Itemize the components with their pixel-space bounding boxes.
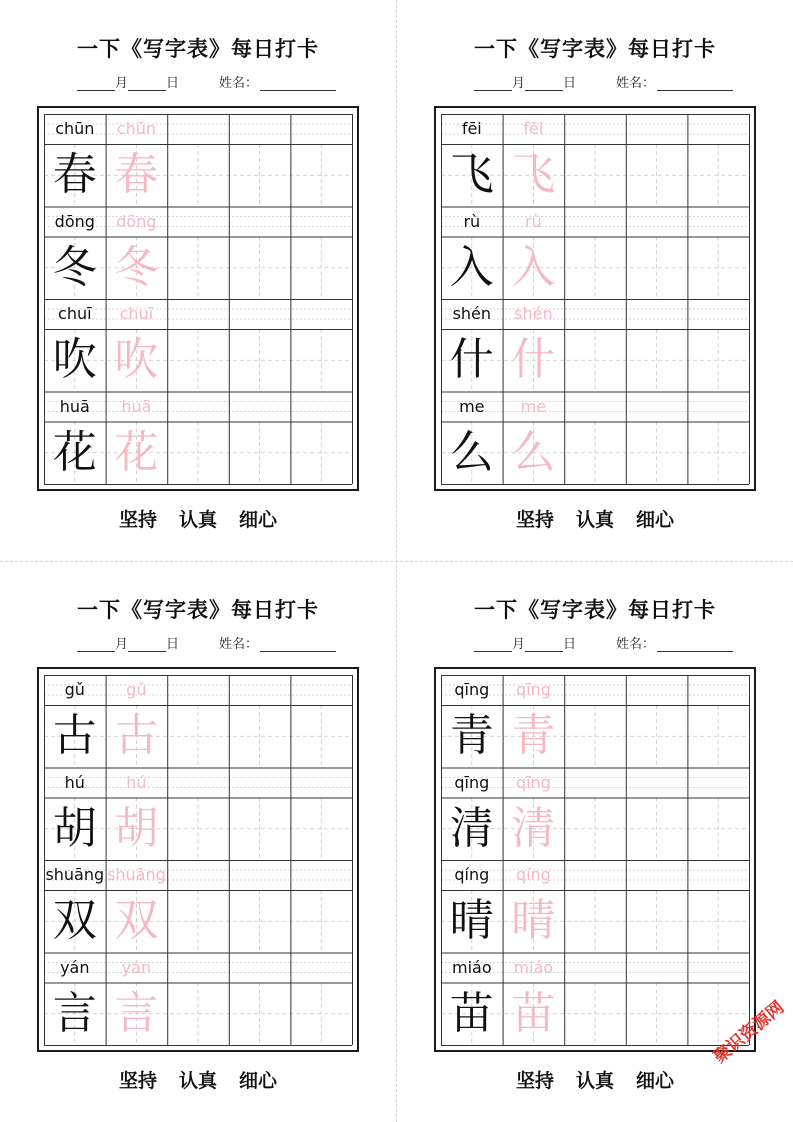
blank-writing-cell[interactable]: [290, 705, 352, 768]
pinyin-model: hú: [64, 772, 85, 792]
slogan-line: [0, 505, 396, 532]
pinyin-trace: me: [520, 396, 547, 416]
hanzi-trace: 晴: [511, 895, 556, 946]
card-title: 一下《写字表》每日打卡: [474, 597, 716, 622]
blank-writing-cell[interactable]: [167, 329, 229, 392]
blank-writing-cell[interactable]: [626, 983, 688, 1046]
pinyin-trace: qīng: [515, 772, 551, 792]
month-blank[interactable]: [474, 637, 512, 652]
hanzi-model: 双: [52, 895, 97, 946]
month-label: 月: [115, 637, 129, 652]
slogan-word: 坚持: [118, 509, 157, 531]
pinyin-trace: gǔ: [126, 680, 147, 699]
name-label: 姓名：: [219, 76, 259, 91]
hanzi-model: 冬: [52, 241, 97, 293]
blank-writing-cell[interactable]: [290, 329, 352, 392]
slogan-line: [397, 505, 793, 532]
hanzi-model: 晴: [449, 895, 494, 946]
pinyin-trace: dōng: [116, 211, 157, 231]
blank-writing-cell[interactable]: [626, 422, 688, 485]
blank-writing-cell[interactable]: [229, 237, 291, 300]
hanzi-trace: 胡: [114, 802, 159, 854]
blank-writing-cell[interactable]: [564, 983, 626, 1046]
blank-writing-cell[interactable]: [626, 798, 688, 861]
hanzi-trace: 冬: [114, 241, 159, 293]
pinyin-model: chūn: [55, 119, 95, 138]
name-label: 姓名：: [219, 637, 259, 652]
date-name-line: [77, 72, 336, 92]
pinyin-model: me: [459, 396, 485, 416]
date-name-line: [474, 633, 733, 653]
blank-writing-cell[interactable]: [167, 144, 229, 207]
blank-writing-cell[interactable]: [167, 890, 229, 953]
blank-writing-cell[interactable]: [564, 144, 626, 207]
hanzi-trace: 古: [114, 710, 159, 761]
hanzi-trace: 么: [511, 426, 556, 478]
slogan-word: 细心: [636, 1070, 675, 1092]
blank-writing-cell[interactable]: [290, 422, 352, 485]
day-blank[interactable]: [525, 76, 563, 91]
hanzi-model: 花: [52, 426, 97, 478]
pinyin-trace: fēi: [523, 119, 544, 138]
pinyin-trace: yán: [121, 957, 152, 977]
pinyin-model: qíng: [454, 865, 490, 884]
hanzi-trace: 苗: [511, 987, 556, 1039]
month-label: 月: [512, 637, 526, 652]
pinyin-model: shuāng: [45, 865, 105, 884]
blank-writing-cell[interactable]: [687, 144, 749, 207]
pinyin-trace: chuī: [119, 304, 154, 323]
pinyin-model: dōng: [54, 211, 95, 231]
month-label: 月: [115, 76, 129, 91]
hanzi-model: 青: [449, 710, 494, 761]
hanzi-trace: 花: [114, 426, 159, 478]
slogan-word: 认真: [178, 1070, 217, 1092]
day-blank[interactable]: [128, 76, 166, 91]
slogan-word: 细心: [636, 509, 675, 531]
day-label: 日: [166, 637, 180, 652]
month-blank[interactable]: [77, 76, 115, 91]
writing-grid: [441, 675, 749, 1045]
blank-writing-cell[interactable]: [564, 798, 626, 861]
blank-writing-cell[interactable]: [290, 890, 352, 953]
practice-card-2: [397, 0, 793, 561]
hanzi-model: 飞: [449, 149, 494, 200]
card-title: 一下《写字表》每日打卡: [77, 597, 319, 622]
hanzi-model: 古: [52, 710, 97, 761]
hanzi-trace: 双: [114, 895, 159, 946]
name-label: 姓名：: [616, 76, 656, 91]
blank-writing-cell[interactable]: [229, 144, 291, 207]
blank-writing-cell[interactable]: [229, 798, 291, 861]
pinyin-trace: shén: [514, 304, 553, 323]
pinyin-trace: hú: [126, 772, 147, 792]
pinyin-model: qīng: [454, 680, 490, 699]
blank-writing-cell[interactable]: [687, 422, 749, 485]
blank-writing-cell[interactable]: [229, 890, 291, 953]
hanzi-model: 吹: [52, 334, 97, 385]
name-blank[interactable]: [260, 76, 336, 91]
blank-writing-cell[interactable]: [229, 422, 291, 485]
pinyin-trace: qīng: [515, 680, 551, 699]
date-name-line: [77, 633, 336, 653]
blank-writing-cell[interactable]: [564, 422, 626, 485]
practice-card-1: [0, 0, 396, 561]
day-blank[interactable]: [128, 637, 166, 652]
slogan-line: [397, 1066, 793, 1093]
hanzi-trace: 入: [511, 241, 556, 293]
pinyin-trace: chūn: [116, 119, 156, 138]
slogan-line: [0, 1066, 396, 1093]
pinyin-model: fēi: [461, 119, 482, 138]
blank-writing-cell[interactable]: [626, 144, 688, 207]
blank-writing-cell[interactable]: [167, 983, 229, 1046]
hanzi-trace: 吹: [114, 334, 159, 385]
card-title: 一下《写字表》每日打卡: [474, 36, 716, 61]
month-label: 月: [512, 76, 526, 91]
pinyin-model: gǔ: [64, 680, 85, 699]
practice-card-3: [0, 561, 396, 1122]
hanzi-model: 清: [449, 802, 494, 854]
day-label: 日: [563, 637, 577, 652]
slogan-word: 坚持: [515, 1070, 554, 1092]
blank-writing-cell[interactable]: [167, 237, 229, 300]
pinyin-model: rù: [463, 211, 481, 231]
blank-writing-cell[interactable]: [229, 705, 291, 768]
blank-writing-cell[interactable]: [167, 422, 229, 485]
pinyin-trace: rù: [525, 211, 542, 231]
blank-writing-cell[interactable]: [229, 329, 291, 392]
month-blank[interactable]: [77, 637, 115, 652]
card-title: 一下《写字表》每日打卡: [77, 36, 319, 61]
blank-writing-cell[interactable]: [229, 983, 291, 1046]
name-blank[interactable]: [260, 637, 336, 652]
hanzi-model: 春: [52, 149, 97, 200]
slogan-word: 认真: [575, 509, 614, 531]
hanzi-trace: 青: [511, 710, 556, 761]
blank-writing-cell[interactable]: [626, 890, 688, 953]
hanzi-model: 入: [449, 241, 494, 293]
blank-writing-cell[interactable]: [687, 705, 749, 768]
hanzi-model: 言: [52, 987, 97, 1039]
slogan-word: 坚持: [118, 1070, 157, 1092]
pinyin-model: qīng: [454, 772, 490, 792]
hanzi-trace: 什: [511, 334, 556, 385]
blank-writing-cell[interactable]: [687, 237, 749, 300]
blank-writing-cell[interactable]: [290, 983, 352, 1046]
hanzi-trace: 春: [114, 149, 159, 200]
pinyin-model: chuī: [58, 304, 92, 323]
pinyin-trace: huā: [121, 396, 152, 416]
blank-writing-cell[interactable]: [167, 798, 229, 861]
day-label: 日: [166, 76, 180, 91]
blank-writing-cell[interactable]: [626, 329, 688, 392]
writing-grid: [44, 114, 352, 484]
blank-writing-cell[interactable]: [687, 798, 749, 861]
writing-grid: [441, 114, 749, 484]
blank-writing-cell[interactable]: [626, 237, 688, 300]
pinyin-trace: shuāng: [107, 865, 166, 884]
pinyin-model: yán: [60, 957, 90, 977]
pinyin-model: shén: [452, 304, 492, 323]
hanzi-model: 么: [449, 426, 494, 478]
blank-writing-cell[interactable]: [626, 705, 688, 768]
name-blank[interactable]: [657, 637, 733, 652]
writing-grid: [44, 675, 352, 1045]
blank-writing-cell[interactable]: [564, 329, 626, 392]
pinyin-model: huā: [59, 396, 90, 416]
blank-writing-cell[interactable]: [564, 890, 626, 953]
blank-writing-cell[interactable]: [564, 237, 626, 300]
slogan-word: 认真: [575, 1070, 614, 1092]
pinyin-trace: qíng: [515, 865, 551, 884]
pinyin-model: miáo: [451, 957, 492, 977]
blank-writing-cell[interactable]: [687, 890, 749, 953]
hanzi-model: 什: [449, 334, 494, 385]
name-label: 姓名：: [616, 637, 656, 652]
pinyin-trace: miáo: [513, 957, 554, 977]
hanzi-trace: 飞: [511, 149, 556, 200]
blank-writing-cell[interactable]: [167, 705, 229, 768]
hanzi-trace: 清: [511, 802, 556, 854]
month-blank[interactable]: [474, 76, 512, 91]
blank-writing-cell[interactable]: [564, 705, 626, 768]
hanzi-trace: 言: [114, 987, 159, 1039]
blank-writing-cell[interactable]: [290, 798, 352, 861]
slogan-word: 细心: [239, 1070, 278, 1092]
blank-writing-cell[interactable]: [290, 144, 352, 207]
slogan-word: 认真: [178, 509, 217, 531]
date-name-line: [474, 72, 733, 92]
slogan-word: 坚持: [515, 509, 554, 531]
blank-writing-cell[interactable]: [687, 329, 749, 392]
blank-writing-cell[interactable]: [290, 237, 352, 300]
hanzi-model: 苗: [449, 987, 494, 1039]
name-blank[interactable]: [657, 76, 733, 91]
slogan-word: 细心: [239, 509, 278, 531]
watermark: 聚识资源网: [710, 997, 789, 1068]
hanzi-model: 胡: [52, 802, 97, 854]
day-label: 日: [563, 76, 577, 91]
day-blank[interactable]: [525, 637, 563, 652]
